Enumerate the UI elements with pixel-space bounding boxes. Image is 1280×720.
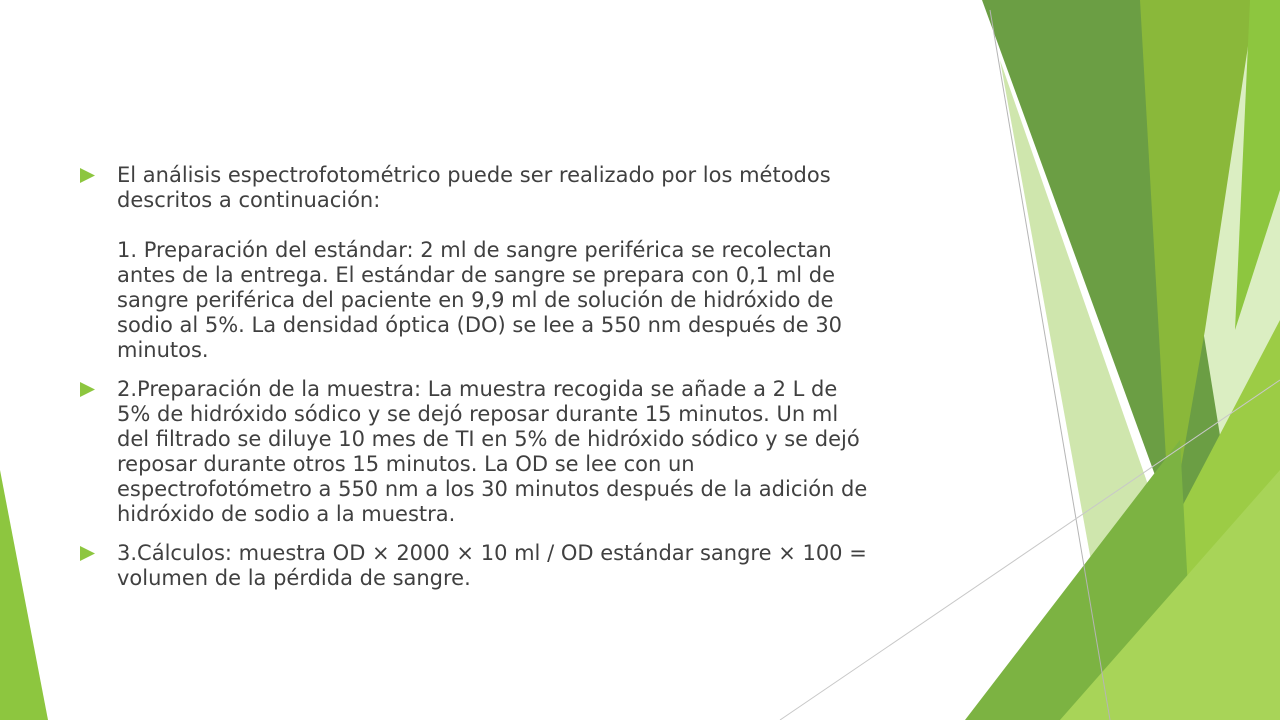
bullet-text-line: 3.Cálculos: muestra OD × 2000 × 10 ml / OD estándar sangre × 100 = (117, 541, 867, 565)
bullet-item (80, 377, 980, 527)
bullet-text-line: reposar durante otros 15 minutos. La OD se lee con un (117, 452, 695, 476)
bullet-text-line: del filtrado se diluye 10 mes de TI en 5% de hidróxido sódico y se dejó (117, 427, 860, 451)
triangle-bullet-icon (80, 168, 95, 183)
bullet-text-line: El análisis espectrofotométrico puede ser realizado por los métodos (117, 163, 831, 187)
bullet-text-line: antes de la entrega. El estándar de sangre se prepara con 0,1 ml de (117, 263, 836, 287)
bullet-text-line: hidróxido de sodio a la muestra. (117, 502, 456, 526)
bullet-text-line: sangre periférica del paciente en 9,9 ml de solución de hidróxido de (117, 288, 834, 312)
bullet-text-line: volumen de la pérdida de sangre. (117, 566, 471, 590)
left-accent-shape (0, 470, 48, 720)
bullet-text-line: 1. Preparación del estándar: 2 ml de sangre periférica se recolectan (117, 238, 832, 262)
triangle-bullet-icon (80, 382, 95, 397)
slide-body (80, 163, 980, 605)
bullet-text-line: espectrofotómetro a 550 nm a los 30 minutos después de la adición de (117, 477, 868, 501)
paragraph-gap (117, 213, 980, 238)
bullet-text-line: 5% de hidróxido sódico y se dejó reposar durante 15 minutos. Un ml (117, 402, 839, 426)
bullet-text-line: sodio al 5%. La densidad óptica (DO) se lee a 550 nm después de 30 (117, 313, 843, 337)
triangle-bullet-icon (80, 546, 95, 561)
bullet-text-line: 2.Preparación de la muestra: La muestra recogida se añade a 2 L de (117, 377, 838, 401)
bullet-item (80, 163, 980, 363)
bullet-item (80, 541, 980, 591)
bullet-text-line: descritos a continuación: (117, 188, 381, 212)
bullet-text-line: minutos. (117, 338, 209, 362)
